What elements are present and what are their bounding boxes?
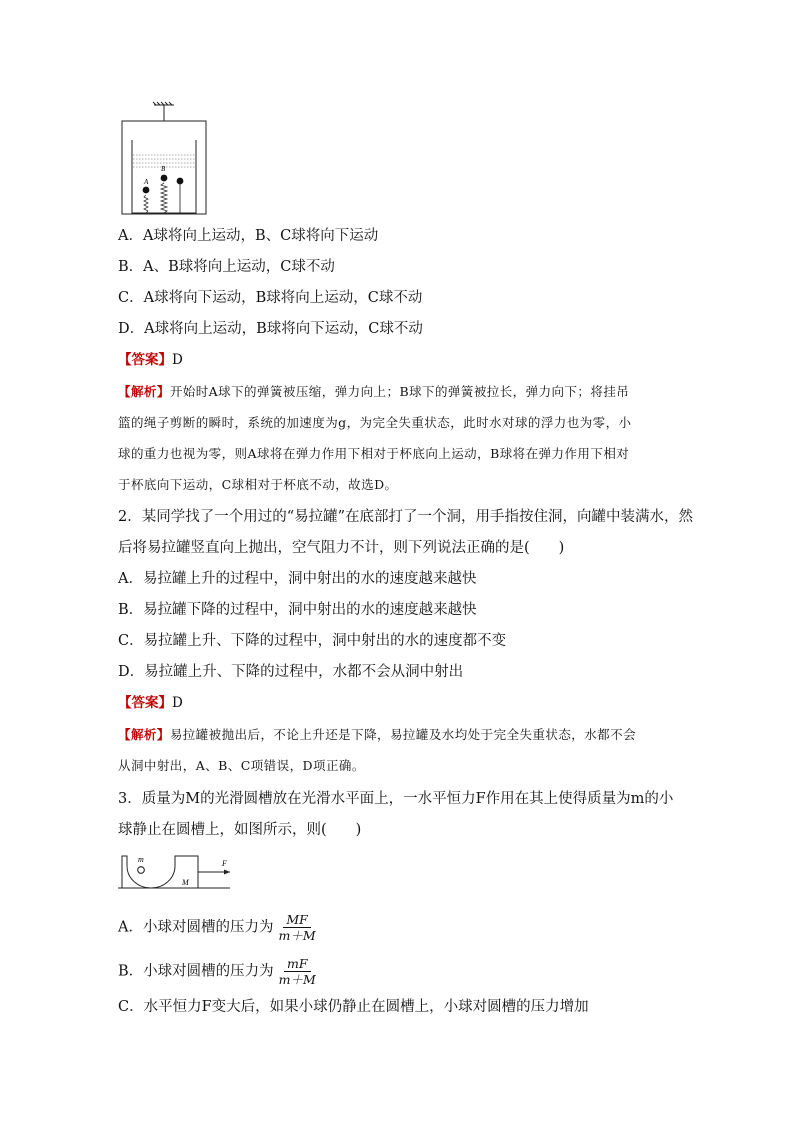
M-label: M	[182, 878, 189, 887]
q2-analysis-line-1: 【解析】易拉罐被抛出后，不论上升还是下降，易拉罐及水均处于完全失重状态，水都不会	[118, 727, 637, 742]
q3-option-c: C．水平恒力F变大后，如果小球仍静止在圆槽上，小球对圆槽的压力增加	[118, 999, 589, 1015]
q1-option-d: D．A球将向上运动，B球将向下运动，C球不动	[118, 321, 423, 337]
q1-option-c: C．A球将向下运动，B球将向上运动，C球不动	[118, 290, 423, 306]
q2-option-b: B．易拉罐下降的过程中，洞中射出的水的速度越来越快	[118, 602, 477, 618]
small-ball	[138, 867, 145, 874]
q1-answer-value: D	[172, 352, 183, 368]
F-label: F	[222, 859, 227, 868]
q1-analysis-line-2: 篮的绳子剪断的瞬时，系统的加速度为g，为完全失重状态，此时水对球的浮力也为零，小	[118, 415, 632, 430]
q3-option-b: B．小球对圆槽的压力为 $\frac{mF}{m+M}$	[118, 956, 319, 987]
q2-option-c: C．易拉罐上升、下降的过程中，洞中射出的水的速度都不变	[118, 633, 507, 649]
label-a: A	[144, 178, 149, 186]
q2-answer-value: D	[172, 695, 183, 711]
q1-analysis-line-4: 于杯底向下运动，C球相对于杯底不动，故选D。	[118, 477, 398, 492]
q1-option-b: B．A、B球将向上运动，C球不动	[118, 259, 335, 275]
analysis-tag: 【解析】	[118, 384, 170, 399]
spring-b	[161, 183, 167, 213]
q3-stem-line-2: 球静止在圆槽上，如图所示，则( )	[118, 822, 362, 838]
m-label: m	[138, 855, 144, 864]
ball-b	[161, 175, 168, 182]
label-b: B	[161, 165, 166, 173]
q2-stem-line-1: 2．某同学找了一个用过的“易拉罐”在底部打了一个洞，用手指按住洞，向罐中装满水，然	[118, 509, 694, 525]
q3-option-a: A．小球对圆槽的压力为 $\frac{MF}{m+M}$	[118, 912, 319, 943]
q3-stem-line-1: 3．质量为M的光滑圆槽放在光滑水平面上，一水平恒力F作用在其上使得质量为m的小	[118, 791, 674, 807]
q1-answer	[118, 350, 183, 370]
q1-analysis-line-1: 【解析】开始时A球下的弹簧被压缩，弹力向上；B球下的弹簧被拉长，弹力向下；将挂吊	[118, 384, 630, 399]
force-arrowhead	[224, 870, 230, 875]
q1-option-a: A．A球将向上运动，B、C球将向下运动	[118, 228, 379, 244]
answer-tag: 【答案】	[118, 352, 172, 368]
ball-a	[143, 187, 150, 194]
q2-stem-line-2: 后将易拉罐竖直向上抛出，空气阻力不计，则下列说法正确的是( )	[118, 540, 565, 556]
q2-option-a: A．易拉罐上升的过程中，洞中射出的水的速度越来越快	[118, 571, 477, 587]
q1-analysis-line-3: 球的重力也视为零，则A球将在弹力作用下相对于杯底向上运动，B球将在弹力作用下相对	[118, 446, 630, 461]
fraction-mf-over-sum: $\frac{MF}{m+M}$	[278, 912, 316, 943]
q2-answer: 【答案】D	[118, 695, 183, 711]
fraction-mf-lower-over-sum: $\frac{mF}{m+M}$	[278, 956, 316, 987]
spring-a	[144, 195, 148, 213]
hanging-container-figure	[118, 100, 210, 216]
ball-c	[177, 178, 184, 185]
q2-option-d: D．易拉罐上升、下降的过程中，水都不会从洞中射出	[118, 664, 464, 680]
circular-groove-figure	[118, 852, 236, 894]
q2-analysis-line-2: 从洞中射出，A、B、C项错误，D项正确。	[118, 758, 365, 773]
